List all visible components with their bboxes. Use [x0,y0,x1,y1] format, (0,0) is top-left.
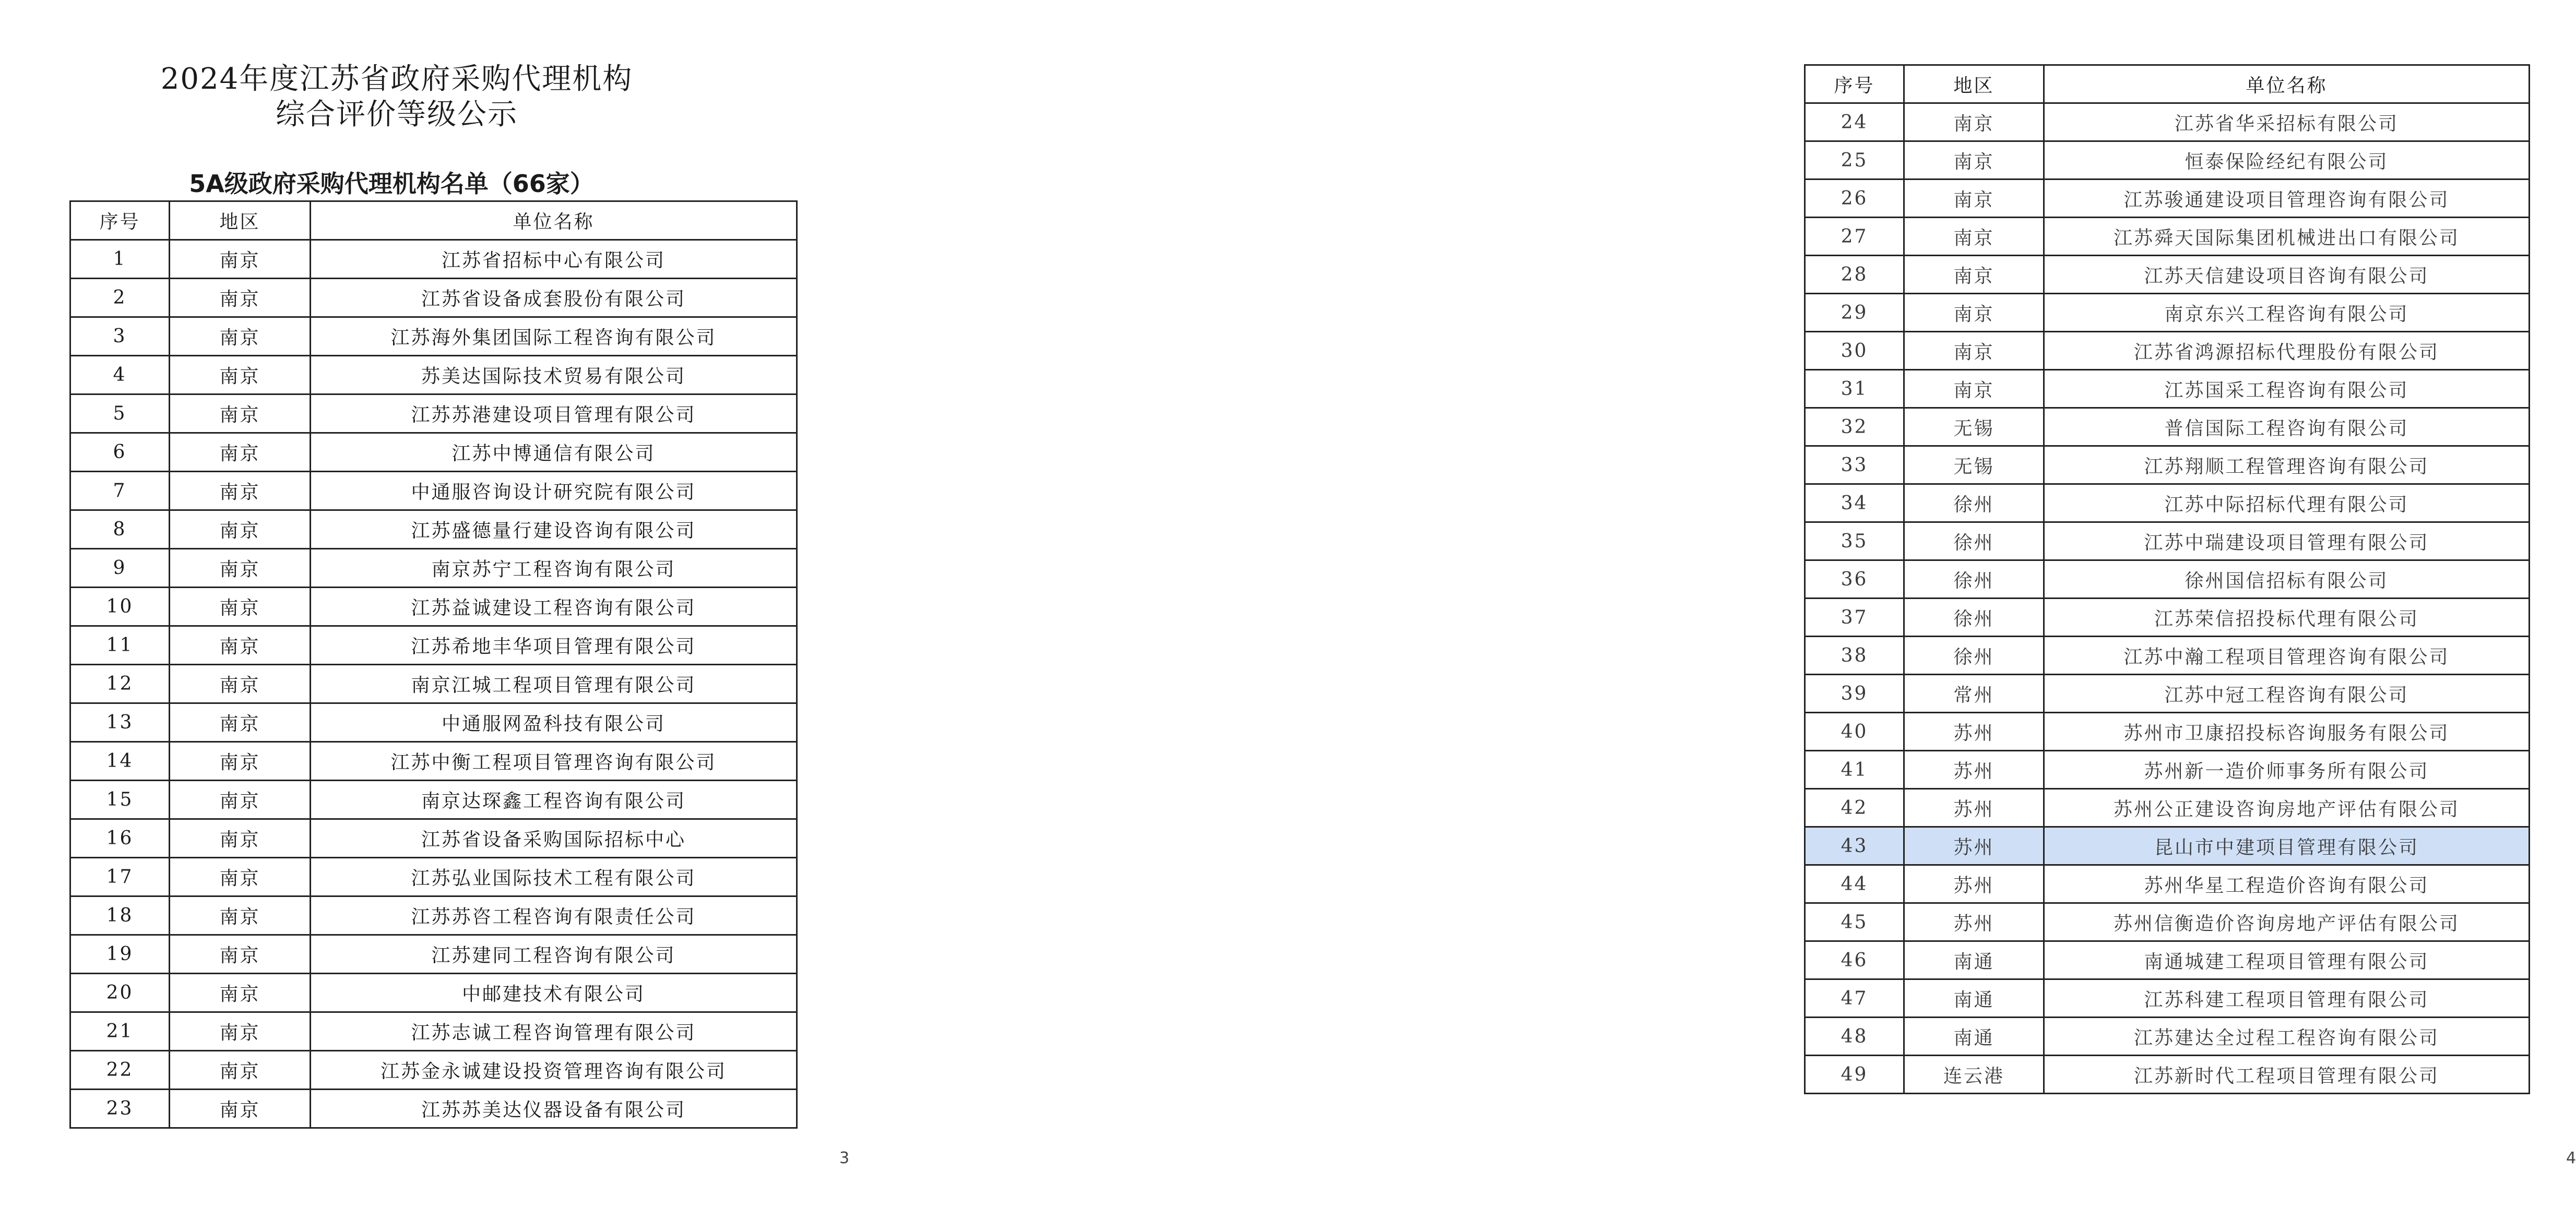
cell-unit-name: 江苏希地丰华项目管理有限公司 [311,626,797,665]
cell-unit-name: 江苏省招标中心有限公司 [311,240,797,279]
table-row [1805,103,2530,141]
cell-region: 苏州 [1904,865,2044,903]
cell-region: 南京 [1904,180,2044,218]
cell-serial: 29 [1805,294,1904,332]
cell-region: 徐州 [1904,560,2044,599]
cell-unit-name: 江苏中瑞建设项目管理有限公司 [2044,522,2530,560]
cell-serial: 6 [70,433,170,472]
header-unit-name: 单位名称 [2044,65,2530,103]
cell-unit-name: 南京江城工程项目管理有限公司 [311,665,797,703]
table-row [70,549,797,588]
cell-unit-name: 江苏苏美达仪器设备有限公司 [311,1090,797,1128]
cell-serial: 30 [1805,332,1904,370]
table-row [1805,370,2530,408]
cell-serial: 16 [70,819,170,858]
cell-unit-name: 江苏中际招标代理有限公司 [2044,484,2530,522]
cell-unit-name: 江苏天信建设项目咨询有限公司 [2044,256,2530,294]
table-row [70,510,797,549]
table-row [70,819,797,858]
cell-serial: 42 [1805,789,1904,827]
cell-region: 南京 [170,279,311,317]
table-row [70,394,797,433]
cell-unit-name: 恒泰保险经纪有限公司 [2044,141,2530,180]
document-title-line2: 综合评价等级公示 [276,98,518,131]
agency-table-right [1804,64,2530,1094]
table-row [1805,446,2530,484]
cell-serial: 27 [1805,218,1904,256]
table-row [1805,599,2530,637]
cell-region: 南京 [170,1090,311,1128]
table-row [70,279,797,317]
cell-unit-name: 苏州公正建设咨询房地产评估有限公司 [2044,789,2530,827]
cell-region: 连云港 [1904,1056,2044,1094]
cell-unit-name: 江苏翔顺工程管理咨询有限公司 [2044,446,2530,484]
cell-serial: 7 [70,472,170,510]
cell-unit-name: 江苏中瀚工程项目管理咨询有限公司 [2044,637,2530,675]
cell-region: 南京 [1904,256,2044,294]
cell-serial: 41 [1805,751,1904,789]
cell-region: 南京 [170,665,311,703]
cell-serial: 12 [70,665,170,703]
cell-serial: 24 [1805,103,1904,141]
table-row [1805,1018,2530,1056]
cell-unit-name: 南京苏宁工程咨询有限公司 [311,549,797,588]
cell-region: 南京 [170,858,311,896]
cell-unit-name: 徐州国信招标有限公司 [2044,560,2530,599]
table-row [1805,827,2530,865]
cell-unit-name: 中通服咨询设计研究院有限公司 [311,472,797,510]
cell-region: 南通 [1904,941,2044,979]
cell-serial: 21 [70,1012,170,1051]
cell-serial: 8 [70,510,170,549]
cell-unit-name: 江苏益诚建设工程咨询有限公司 [311,588,797,626]
table-row [1805,713,2530,751]
table-row [1805,903,2530,941]
table-row [70,626,797,665]
header-serial: 序号 [1805,65,1904,103]
cell-region: 苏州 [1904,903,2044,941]
cell-unit-name: 江苏弘业国际技术工程有限公司 [311,858,797,896]
cell-region: 徐州 [1904,637,2044,675]
cell-unit-name: 江苏盛德量行建设咨询有限公司 [311,510,797,549]
cell-unit-name: 中邮建技术有限公司 [311,974,797,1012]
cell-serial: 23 [70,1090,170,1128]
table-row [1805,789,2530,827]
cell-serial: 18 [70,896,170,935]
table-row [70,240,797,279]
cell-region: 南京 [170,1012,311,1051]
cell-unit-name: 江苏苏咨工程咨询有限责任公司 [311,896,797,935]
table-row [70,935,797,974]
cell-region: 常州 [1904,675,2044,713]
cell-region: 徐州 [1904,599,2044,637]
table-row [70,433,797,472]
table-header-row [70,201,797,240]
cell-unit-name: 江苏中博通信有限公司 [311,433,797,472]
cell-serial: 13 [70,703,170,742]
table-row [70,1051,797,1090]
table-row [70,317,797,356]
table-row [1805,408,2530,446]
cell-unit-name: 江苏海外集团国际工程咨询有限公司 [311,317,797,356]
cell-region: 南京 [170,935,311,974]
page-number-right: 4 [2566,1149,2576,1167]
cell-region: 南京 [170,317,311,356]
table-row [1805,751,2530,789]
cell-serial: 46 [1805,941,1904,979]
table-row [1805,522,2530,560]
table-row [70,665,797,703]
cell-serial: 47 [1805,979,1904,1018]
document-title [136,62,658,133]
table-row [1805,141,2530,180]
cell-region: 南京 [170,588,311,626]
cell-region: 南通 [1904,979,2044,1018]
cell-region: 徐州 [1904,484,2044,522]
cell-region: 苏州 [1904,713,2044,751]
document-title-line1: 2024年度江苏省政府采购代理机构 [160,62,633,96]
cell-serial: 37 [1805,599,1904,637]
table-row [70,1090,797,1128]
table-row [70,356,797,394]
cell-region: 无锡 [1904,446,2044,484]
cell-region: 南京 [170,433,311,472]
cell-region: 南京 [1904,218,2044,256]
cell-serial: 44 [1805,865,1904,903]
cell-region: 南京 [1904,370,2044,408]
cell-unit-name: 江苏金永诚建设投资管理咨询有限公司 [311,1051,797,1090]
cell-unit-name: 江苏舜天国际集团机械进出口有限公司 [2044,218,2530,256]
cell-serial: 1 [70,240,170,279]
cell-serial: 4 [70,356,170,394]
cell-serial: 26 [1805,180,1904,218]
table-row [70,472,797,510]
cell-unit-name: 江苏荣信招投标代理有限公司 [2044,599,2530,637]
cell-serial: 28 [1805,256,1904,294]
cell-unit-name: 江苏省设备成套股份有限公司 [311,279,797,317]
header-serial: 序号 [70,201,170,240]
cell-serial: 39 [1805,675,1904,713]
cell-serial: 43 [1805,827,1904,865]
cell-serial: 25 [1805,141,1904,180]
cell-region: 南京 [1904,332,2044,370]
cell-region: 南京 [170,510,311,549]
cell-region: 南京 [170,742,311,781]
table-row [70,742,797,781]
cell-serial: 34 [1805,484,1904,522]
cell-unit-name: 苏州新一造价师事务所有限公司 [2044,751,2530,789]
cell-region: 南京 [170,626,311,665]
cell-serial: 22 [70,1051,170,1090]
cell-unit-name: 南京东兴工程咨询有限公司 [2044,294,2530,332]
table-row [70,588,797,626]
cell-serial: 31 [1805,370,1904,408]
list-title: 5A级政府采购代理机构名单（66家） [189,170,594,198]
cell-unit-name: 苏州华星工程造价咨询有限公司 [2044,865,2530,903]
cell-region: 南京 [1904,103,2044,141]
cell-region: 南京 [170,549,311,588]
cell-serial: 20 [70,974,170,1012]
cell-serial: 2 [70,279,170,317]
cell-unit-name: 江苏中衡工程项目管理咨询有限公司 [311,742,797,781]
left-page [0,0,863,1220]
cell-region: 南京 [170,781,311,819]
table-row [1805,180,2530,218]
cell-serial: 48 [1805,1018,1904,1056]
cell-unit-name: 苏州信衡造价咨询房地产评估有限公司 [2044,903,2530,941]
cell-serial: 10 [70,588,170,626]
cell-serial: 45 [1805,903,1904,941]
cell-unit-name: 江苏建达全过程工程咨询有限公司 [2044,1018,2530,1056]
table-row [1805,294,2530,332]
table-row [70,1012,797,1051]
cell-region: 苏州 [1904,751,2044,789]
cell-region: 无锡 [1904,408,2044,446]
table-row [70,896,797,935]
table-row [1805,941,2530,979]
cell-unit-name: 南京达琛鑫工程咨询有限公司 [311,781,797,819]
table-row [70,781,797,819]
cell-region: 苏州 [1904,789,2044,827]
cell-region: 南京 [170,240,311,279]
cell-unit-name: 江苏新时代工程项目管理有限公司 [2044,1056,2530,1094]
cell-region: 苏州 [1904,827,2044,865]
cell-serial: 14 [70,742,170,781]
cell-region: 南京 [170,472,311,510]
table-row [70,858,797,896]
table-row [1805,332,2530,370]
cell-region: 南京 [170,896,311,935]
cell-region: 南京 [170,819,311,858]
cell-unit-name: 江苏科建工程项目管理有限公司 [2044,979,2530,1018]
agency-table-left [69,200,798,1129]
table-row [1805,979,2530,1018]
cell-serial: 36 [1805,560,1904,599]
cell-serial: 11 [70,626,170,665]
page-number-left: 3 [839,1149,850,1167]
cell-region: 南京 [170,394,311,433]
cell-region: 南京 [170,703,311,742]
cell-serial: 38 [1805,637,1904,675]
cell-unit-name: 江苏中冠工程咨询有限公司 [2044,675,2530,713]
table-row [1805,637,2530,675]
cell-region: 南通 [1904,1018,2044,1056]
cell-unit-name: 江苏苏港建设项目管理有限公司 [311,394,797,433]
cell-unit-name: 昆山市中建项目管理有限公司 [2044,827,2530,865]
cell-serial: 19 [70,935,170,974]
table-row [1805,484,2530,522]
cell-serial: 15 [70,781,170,819]
table-header-row [1805,65,2530,103]
cell-serial: 9 [70,549,170,588]
cell-region: 南京 [170,1051,311,1090]
cell-serial: 33 [1805,446,1904,484]
table-body-left [70,240,797,1128]
cell-region: 南京 [1904,294,2044,332]
cell-unit-name: 江苏省设备采购国际招标中心 [311,819,797,858]
cell-region: 南京 [1904,141,2044,180]
cell-serial: 5 [70,394,170,433]
table-row [70,703,797,742]
cell-serial: 40 [1805,713,1904,751]
cell-unit-name: 江苏国采工程咨询有限公司 [2044,370,2530,408]
header-unit-name: 单位名称 [311,201,797,240]
cell-serial: 35 [1805,522,1904,560]
cell-serial: 3 [70,317,170,356]
cell-region: 南京 [170,974,311,1012]
cell-unit-name: 江苏省华采招标有限公司 [2044,103,2530,141]
table-row [1805,865,2530,903]
cell-serial: 49 [1805,1056,1904,1094]
table-row [70,974,797,1012]
cell-unit-name: 江苏骏通建设项目管理咨询有限公司 [2044,180,2530,218]
table-body-right [1805,103,2530,1094]
table-row [1805,560,2530,599]
right-page [863,0,2576,1220]
cell-region: 南京 [170,356,311,394]
table-row [1805,218,2530,256]
cell-serial: 32 [1805,408,1904,446]
cell-region: 徐州 [1904,522,2044,560]
cell-unit-name: 江苏建同工程咨询有限公司 [311,935,797,974]
cell-unit-name: 苏美达国际技术贸易有限公司 [311,356,797,394]
cell-unit-name: 苏州市卫康招投标咨询服务有限公司 [2044,713,2530,751]
table-row [1805,256,2530,294]
header-region: 地区 [1904,65,2044,103]
cell-unit-name: 南通城建工程项目管理有限公司 [2044,941,2530,979]
table-row [1805,1056,2530,1094]
cell-unit-name: 江苏省鸿源招标代理股份有限公司 [2044,332,2530,370]
cell-serial: 17 [70,858,170,896]
table-row [1805,675,2530,713]
cell-unit-name: 普信国际工程咨询有限公司 [2044,408,2530,446]
header-region: 地区 [170,201,311,240]
cell-unit-name: 江苏志诚工程咨询管理有限公司 [311,1012,797,1051]
cell-unit-name: 中通服网盈科技有限公司 [311,703,797,742]
